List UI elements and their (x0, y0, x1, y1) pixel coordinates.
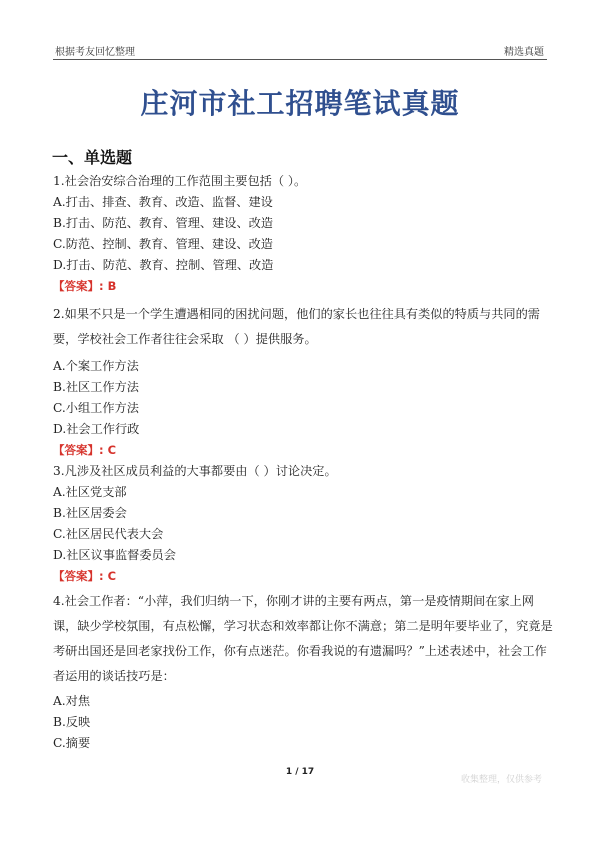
header-divider (53, 59, 547, 60)
question-2 (53, 302, 553, 461)
question-text: 3.凡涉及社区成员利益的大事都要由（ ）讨论决定。 (53, 464, 337, 478)
option-d: D.社会工作行政 (53, 422, 140, 436)
question-text: 1.社会治安综合治理的工作范围主要包括（ ）。 (53, 174, 307, 188)
question-3 (53, 461, 553, 587)
option-d: D.社区议事监督委员会 (53, 548, 176, 562)
option-c: C.摘要 (53, 736, 91, 750)
section-heading: 一、单选题 (52, 148, 133, 167)
answer-label: 【答案】: C (53, 443, 117, 457)
page-number: 1 / 17 (285, 767, 315, 777)
question-text: 4.社会工作者：“小萍，我们归纳一下，你刚才讲的主要有两点，第一是疫情期间在家上网课，缺少学校氛围，有点松懈，学习状态和效率都让你不满意；第二是明年要毕业了，究竟是考研出国还是回老家找份工作，你有点迷茫。你看我说的有遗漏吗？”上述表述中，社会工作者运用的谈话技巧是： (53, 594, 553, 683)
header-right-text: 精选真题 (504, 47, 544, 58)
answer-label: 【答案】: C (53, 569, 117, 583)
option-b: B.社区居委会 (53, 506, 127, 520)
option-a: A.打击、排查、教育、改造、监督、建设 (53, 195, 273, 209)
option-c: C.小组工作方法 (53, 401, 139, 415)
question-list (53, 171, 553, 754)
question-text: 2.如果不只是一个学生遭遇相同的困扰问题，他们的家长也往往具有类似的特质与共同的需要，学校社会工作者往往会采取 （ ）提供服务。 (53, 307, 540, 346)
watermark-text: 收集整理，仅供参考 (461, 775, 543, 785)
header-left-text: 根据考友回忆整理 (55, 47, 135, 58)
page-title: 庄河市社工招聘笔试真题 (140, 87, 460, 120)
option-a: A.社区党支部 (53, 485, 127, 499)
question-4 (53, 589, 553, 754)
option-a: A.对焦 (53, 694, 91, 708)
option-d: D.打击、防范、教育、控制、管理、改造 (53, 258, 274, 272)
option-c: C.防范、控制、教育、管理、建设、改造 (53, 237, 273, 251)
answer-label: 【答案】: B (53, 279, 117, 293)
option-c: C.社区居民代表大会 (53, 527, 164, 541)
option-b: B.社区工作方法 (53, 380, 139, 394)
option-a: A.个案工作方法 (53, 359, 139, 373)
option-b: B.反映 (53, 715, 91, 729)
option-b: B.打击、防范、教育、管理、建设、改造 (53, 216, 274, 230)
question-1 (53, 171, 553, 297)
